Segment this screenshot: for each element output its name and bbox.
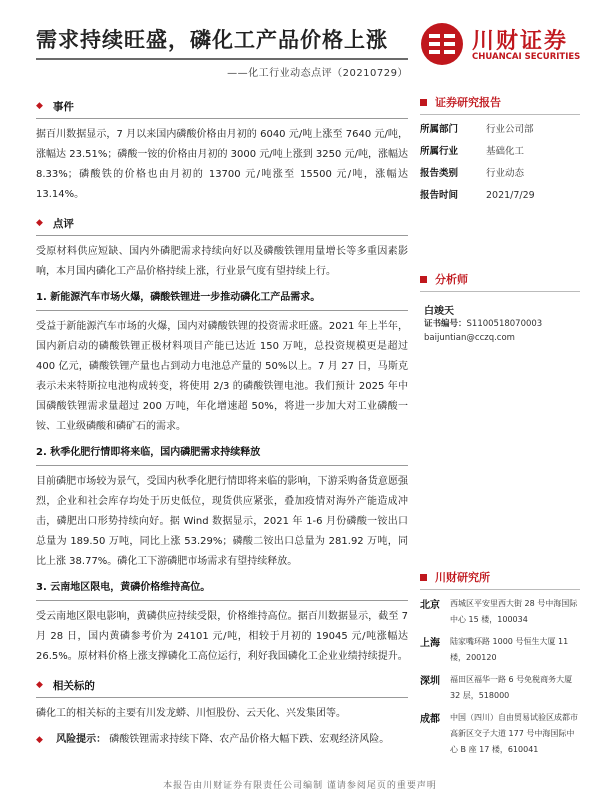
analyst-name: 白竣天 — [424, 306, 454, 317]
point-2-heading: 2. 秋季化肥行情即将来临，国内磷肥需求持续释放 — [36, 447, 261, 458]
risk-label: 风险提示： — [56, 734, 107, 745]
risk-text: 磷酸铁锂需求持续下降、农产品价格大幅下跌、宏观经济风险。 — [109, 734, 390, 745]
comment-paragraph: 受原材料供应短缺、国内外磷肥需求持续向好以及磷酸铁锂用量增长等多重因素影响，本月国内磷化工产品价格持续上涨，行业景气度有望持续上行。 — [36, 246, 408, 277]
point-1-paragraph: 受益于新能源汽车市场的火爆，国内对磷酸铁锂的投资需求旺盛。2021 年上半年，国内新启动的磷酸铁锂正极材料项目产能已达近 150 万吨，总投资规模更是超过 400 亿元，磷酸铁锂产量也占到动力电池总产量的 50%以上。7 月 27 日，马斯克表示未来特斯拉电池构成转变，将使用 2/3 的磷酸铁锂电池。我们预计 2025 年中国磷酸铁锂需求量超过 200 万吨，年化增速超 50%，将进一步加大对工业磷酸一铵、工业级磷酸和磷矿石的需求。 — [36, 321, 408, 432]
comment-heading: ◆ 点评 — [36, 217, 74, 230]
section-divider — [36, 465, 408, 466]
office-beijing: 北京 西城区平安里西大街 28 号中海国际中心 15 楼，100034 — [420, 599, 578, 624]
office-shanghai: 上海 陆家嘴环路 1000 号恒生大厦 11 楼，200120 — [420, 637, 569, 662]
institute-heading: 川财研究所 — [420, 567, 580, 587]
risk-warning — [36, 730, 408, 750]
point-3-paragraph: 受云南地区限电影响，黄磷供应持续受限，价格维持高位。据百川数据显示，截至 7 月 28 日，国内黄磷参考价为 24101 元/吨，相较于月初的 19045 元/吨涨幅达 26.5%。原材料价格上涨支撑磷化工高位运行，利好我国磷化工企业业绩持续提升。 — [36, 611, 408, 662]
diamond-icon: ◆ — [36, 735, 43, 745]
analyst-cert: 证书编号：S1100518070003 — [424, 319, 543, 329]
sidebar-divider — [420, 589, 580, 590]
sidebar-divider — [420, 291, 580, 292]
point-1-heading: 1. 新能源汽车市场火爆，磷酸铁锂进一步推动磷化工产品需求。 — [36, 292, 321, 303]
analyst-heading: 分析师 — [420, 269, 580, 289]
related-paragraph: 磷化工的相关标的主要有川发龙蟒、川恒股份、云天化、兴发集团等。 — [36, 708, 346, 719]
diamond-icon: ◆ — [36, 680, 43, 690]
office-chengdu: 成都 中国（四川）自由贸易试验区成都市高新区交子大道 177 号中海国际中心 B 座 17 楼，610041 — [420, 713, 578, 754]
report-type-heading: 证券研究报告 — [420, 92, 580, 112]
event-heading: ◆ 事件 — [36, 100, 74, 113]
section-divider — [36, 310, 408, 311]
event-paragraph: 据百川数据显示，7 月以来国内磷酸价格由月初的 6040 元/吨上涨至 7640 元/吨，涨幅达 23.51%；磷酸一铵的价格由月初的 3000 元/吨上涨到 3250 元/吨，涨幅达 8.33%；磷酸铁的价格也由月初的 13700 元/吨涨至 15500 元/吨，涨幅达 13.14%。 — [36, 129, 408, 200]
company-logo — [420, 20, 580, 68]
diamond-icon: ◆ — [36, 101, 43, 111]
section-divider — [36, 118, 408, 119]
point-2-paragraph: 目前磷肥市场较为景气，受国内秋季化肥行情即将来临的影响，下游采购备货意愿强烈，企业和社会库存均处于历史低位，现货供应紧张，叠加疫情对海外产能造成冲击，磷肥出口形势持续向好。据 Wind 数据显示，2021 年 1-6 月份磷酸一铵出口总量为 189.50 万吨，同比上涨 53.29%；磷酸二铵出口总量为 281.92 万吨，同比上涨 38.77%。磷化工下游磷肥市场需求有望持续释放。 — [36, 476, 408, 567]
main-content — [36, 92, 408, 750]
square-bullet-icon — [420, 574, 427, 581]
section-divider — [36, 600, 408, 601]
logo-text-cn: 川财证券 — [472, 29, 569, 54]
related-heading: ◆ 相关标的 — [36, 679, 95, 692]
meta-industry: 所属行业 基础化工 — [420, 146, 525, 157]
section-divider — [36, 697, 408, 698]
square-bullet-icon — [420, 276, 427, 283]
diamond-icon: ◆ — [36, 218, 43, 228]
point-3-heading: 3. 云南地区限电，黄磷价格维持高位。 — [36, 582, 211, 593]
meta-date: 报告时间 2021/7/29 — [420, 190, 535, 201]
sidebar-divider — [420, 114, 580, 115]
sidebar — [420, 92, 580, 758]
title-divider — [36, 58, 408, 60]
office-shenzhen: 深圳 福田区福华一路 6 号免税商务大厦 32 层，518000 — [420, 675, 573, 700]
logo-text-en: CHUANCAI SECURITIES — [472, 52, 581, 62]
meta-category: 报告类别 行业动态 — [420, 168, 525, 179]
square-bullet-icon — [420, 99, 427, 106]
chuancai-logo-icon — [420, 22, 464, 66]
section-divider — [36, 235, 408, 236]
analyst-email[interactable]: baijuntian@cczq.com — [424, 333, 515, 343]
page-footer: 本报告由川财证券有限责任公司编制 谨请参阅尾页的重要声明 — [163, 781, 437, 791]
report-subtitle: ——化工行业动态点评（20210729） — [227, 68, 408, 79]
meta-department: 所属部门 行业公司部 — [420, 124, 534, 135]
report-title: 需求持续旺盛，磷化工产品价格上涨 — [36, 27, 388, 52]
